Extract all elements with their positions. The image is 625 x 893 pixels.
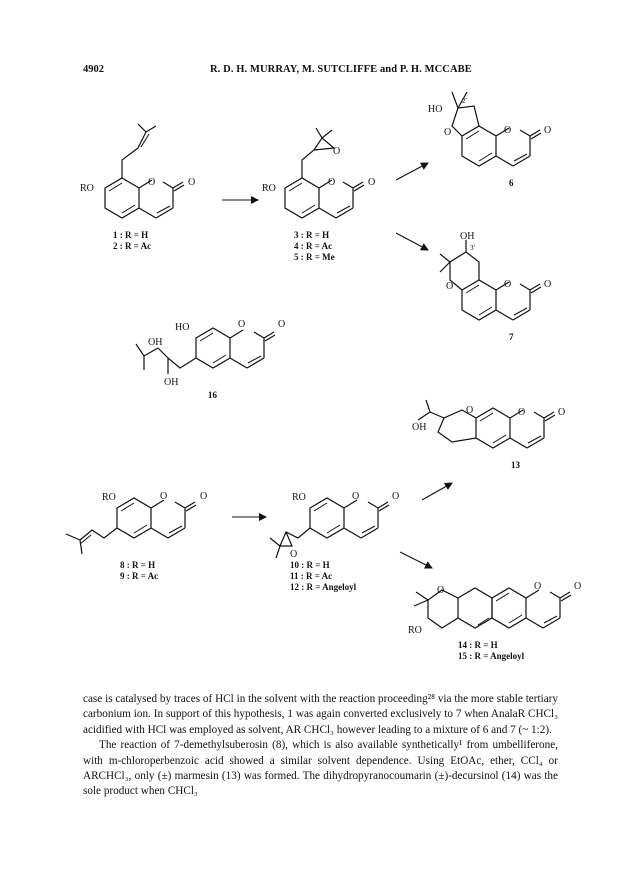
paragraph-1: case is catalysed by traces of HCl in the solvent with the reaction proceeding²⁸ via the more stable tertiary carbonium ion. In support of this hypothesis, 1 was again converted exclusively to 7 when AnalaR CHCl₃ acidified with HCl was employed as solvent, AR CHCl₃ however leading to a mixture of 6 and 7 (~ 1:2). — [83, 693, 558, 736]
running-head: R. D. H. MURRAY, M. SUTCLIFFE and P. H. MCCABE — [210, 64, 472, 75]
hydroxy-group: HO — [428, 104, 443, 115]
compound-6 — [428, 92, 551, 188]
compound-8-9 — [66, 491, 207, 581]
ro-group: RO — [262, 183, 276, 194]
carbonyl-oxygen: O — [544, 125, 552, 136]
ring-oxygen: O — [504, 279, 512, 290]
furan-oxygen: O — [444, 127, 452, 138]
carbonyl-oxygen: O — [544, 279, 552, 290]
compound-14-15 — [408, 581, 581, 661]
arrow-10-to-13 — [422, 483, 452, 500]
label-compound-15: 15 : R = Angeloyl — [458, 651, 525, 661]
compound-16 — [136, 319, 285, 400]
arrow-10-to-14 — [400, 552, 432, 568]
label-compound-13: 13 — [511, 460, 520, 470]
locant-3-prime: 3′ — [470, 244, 476, 252]
label-compound-7: 7 — [509, 332, 514, 342]
ring-oxygen: O — [352, 491, 360, 502]
compound-3-4-5 — [262, 128, 375, 262]
page-number: 4902 — [83, 64, 104, 75]
pyran-oxygen: O — [446, 281, 454, 292]
label-compound-6: 6 — [509, 178, 514, 188]
carbonyl-oxygen: O — [558, 407, 566, 418]
ring-oxygen: O — [504, 125, 512, 136]
label-compound-3: 3 : R = H — [294, 230, 330, 240]
label-compound-4: 4 : R = Ac — [294, 241, 333, 251]
ring-oxygen: O — [518, 407, 526, 418]
carbonyl-oxygen: O — [278, 319, 286, 330]
hydroxy-group: OH — [412, 422, 427, 433]
label-compound-2: 2 : R = Ac — [113, 241, 152, 251]
label-compound-10: 10 : R = H — [290, 560, 330, 570]
compound-13 — [412, 400, 565, 470]
pyran-oxygen: O — [437, 585, 445, 596]
ring-oxygen: O — [160, 491, 168, 502]
epoxide-oxygen: O — [333, 146, 341, 157]
carbonyl-oxygen: O — [200, 491, 208, 502]
locant-2-prime: 2′ — [462, 97, 468, 105]
label-compound-14: 14 : R = H — [458, 640, 498, 650]
ro-group: RO — [80, 183, 94, 194]
label-compound-8: 8 : R = H — [120, 560, 156, 570]
furan-oxygen: O — [466, 405, 474, 416]
label-compound-12: 12 : R = Angeloyl — [290, 582, 357, 592]
label-compound-5: 5 : R = Me — [294, 252, 335, 262]
ring-oxygen: O — [148, 177, 156, 188]
carbonyl-oxygen: O — [574, 581, 582, 592]
compound-10-11-12 — [270, 491, 399, 592]
carbonyl-oxygen: O — [368, 177, 376, 188]
compound-1-2 — [80, 124, 195, 251]
label-compound-16: 16 — [208, 390, 217, 400]
label-compound-1: 1 : R = H — [113, 230, 149, 240]
ring-oxygen: O — [238, 319, 246, 330]
arrow-3-to-6 — [396, 163, 428, 180]
paragraph-2: The reaction of 7-demethylsuberosin (8), which is also available synthetically¹ from umbelliferone, with m-chloroperbenzoic acid showed a similar solvent dependence. Using EtOAc, ether, CCl₄ or ARCHCl₃, only (±) marmesin (13) was formed. The dihydropyranocoumarin (±)-decursinol (14) was the sole product when CHCl₃ — [83, 739, 558, 798]
label-compound-11: 11 : R = Ac — [290, 571, 333, 581]
hydroxy-group: OH — [148, 337, 163, 348]
hydroxy-group: OH — [460, 231, 475, 242]
ho-group: HO — [175, 322, 190, 333]
hydroxy-group-2: OH — [164, 377, 179, 388]
ring-oxygen: O — [534, 581, 542, 592]
carbonyl-oxygen: O — [392, 491, 400, 502]
epoxide-oxygen: O — [290, 549, 298, 560]
ro-group: RO — [102, 492, 116, 503]
ro-group: RO — [292, 492, 306, 503]
body-text — [83, 692, 558, 800]
ro-group: RO — [408, 625, 422, 636]
carbonyl-oxygen: O — [188, 177, 196, 188]
ring-oxygen: O — [328, 177, 336, 188]
label-compound-9: 9 : R = Ac — [120, 571, 159, 581]
compound-7 — [440, 231, 551, 342]
arrow-3-to-7 — [396, 233, 428, 250]
